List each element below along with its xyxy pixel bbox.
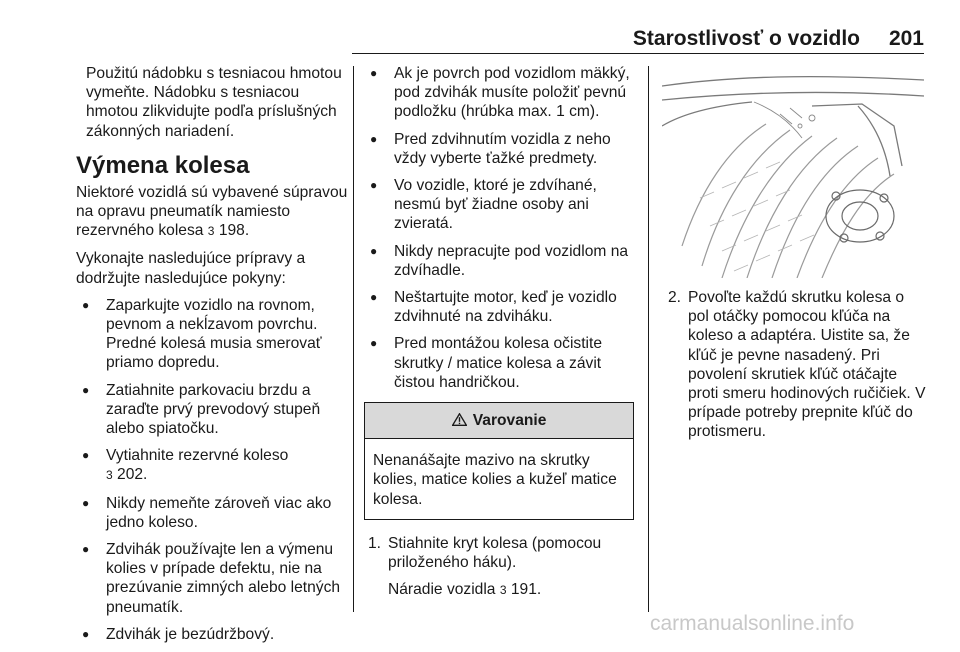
column-divider-right: [648, 66, 649, 612]
watermark: carmanualsonline.info: [650, 612, 855, 635]
list-item: ● Zatiahnite parkovaciu brzdu a zaraďte prvý prevodový stupeň alebo spiatočku.: [76, 381, 348, 439]
list-item: [664, 288, 926, 442]
bullet-list: [76, 296, 348, 644]
bullet-list: [364, 64, 634, 392]
column-2: [364, 64, 634, 608]
section-title: Starostlivosť o vozidlo: [632, 27, 860, 50]
list-item-text: Vytiahnite rezervné koleso: [106, 447, 289, 465]
paragraph-text: Niektoré vozidlá sú vybavené súpravou na opravu pneumatík namiesto rezervného kolesa: [76, 183, 348, 240]
list-item: ● Zdvihák je bezúdržbový.: [76, 625, 348, 644]
column-1: [76, 64, 348, 652]
warning-header: [365, 403, 633, 439]
list-item: ● Zdvihák používajte len a výmenu kolies v prípade defektu, nie na prezúvanie zimných alebo letných pneumatík.: [76, 540, 348, 617]
column-3: [664, 288, 926, 450]
list-item: ● Nikdy nemeňte zároveň viac ako jedno koleso.: [76, 494, 348, 532]
list-item: [76, 446, 348, 485]
paragraph: [76, 183, 348, 242]
page-reference-icon: 3: [499, 583, 507, 598]
warning-triangle-icon: [452, 412, 471, 429]
step-text: Povoľte každú skrutku kolesa o pol otáčky pomocou kľúča na koleso a adaptéra. Uistite sa, že kľúč je pevne nasadený. Pri povolení skrutiek kľúč otáčajte proti smeru hodinových ručičiek. V prípade potreby prepnite kľúč do protismeru.: [688, 289, 926, 441]
page-reference-icon: 3: [106, 468, 113, 483]
list-item: ● Pred zdvihnutím vozidla z neho vždy vyberte ťažké predmety.: [364, 130, 634, 168]
warning-title: Varovanie: [472, 412, 547, 430]
list-item: ● Ak je povrch pod vozidlom mäkký, pod zdvihák musíte položiť pevnú podložku (hrúbka max. 1 cm).: [364, 64, 634, 122]
page-reference[interactable]: 191.: [510, 581, 542, 599]
numbered-list: [664, 288, 926, 442]
list-item: [364, 534, 634, 601]
page-number: 201: [888, 27, 924, 50]
warning-body: Nenanášajte mazivo na skrutky kolies, matice kolies a kužeľ matice kolesa.: [373, 452, 617, 508]
page-reference[interactable]: 202.: [117, 466, 148, 484]
wheel-bolt-illustration: [662, 66, 924, 278]
step-subtext-label: Náradie vozidla: [388, 581, 496, 599]
step-number: 1.: [368, 534, 382, 552]
intro-paragraph: Použitú nádobku s tesniacou hmotou vymeňte. Nádobku s tesniacou hmotou zlikvidujte podľa príslušných zákonných nariadení.: [86, 65, 342, 140]
step-number: 2.: [668, 289, 682, 306]
step-subtext: [388, 580, 634, 600]
section-heading: Výmena kolesa: [76, 151, 250, 179]
list-item: ● Vo vozidle, ktoré je zdvíhané, nesmú byť žiadne osoby ani zvieratá.: [364, 176, 634, 234]
list-item: ● Pred montážou kolesa očistite skrutky / matice kolesa a závit čistou handričkou.: [364, 334, 634, 392]
page-reference[interactable]: 198.: [218, 222, 250, 240]
warning-box: [364, 402, 634, 520]
numbered-list: [364, 534, 634, 601]
paragraph: Vykonajte nasledujúce prípravy a dodržujte nasledujúce pokyny:: [76, 250, 306, 287]
list-item: ● Neštartujte motor, keď je vozidlo zdvihnuté na zdviháku.: [364, 288, 634, 326]
list-item: ● Nikdy nepracujte pod vozidlom na zdvíhadle.: [364, 242, 634, 280]
header-rule: [352, 53, 924, 54]
column-divider-left: [353, 66, 354, 612]
step-text: Stiahnite kryt kolesa (pomocou priloženého háku).: [388, 534, 602, 572]
page-reference-icon: 3: [207, 224, 215, 239]
list-item: ● Zaparkujte vozidlo na rovnom, pevnom a nekĺzavom povrchu. Predné kolesá musia smerovať priamo dopredu.: [76, 296, 348, 373]
